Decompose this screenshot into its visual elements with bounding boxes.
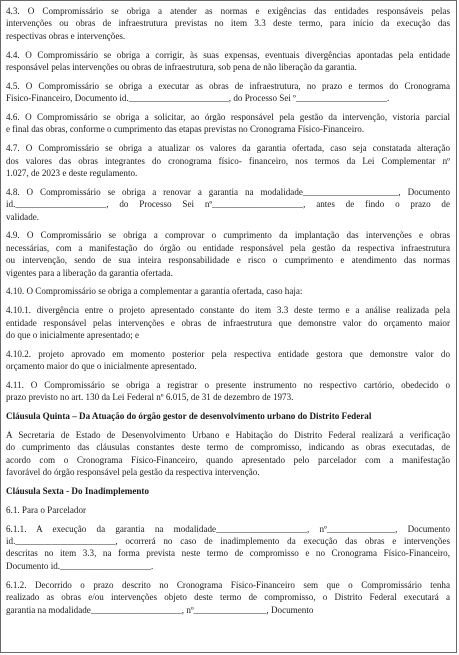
text-line: A Secretaria de Estado de Desenvolvimento Urbano e Habitação do Distrito Federal realizará a verificação bbox=[6, 430, 450, 441]
paragraph bbox=[6, 186, 450, 223]
paragraph bbox=[6, 142, 450, 179]
text-line: id.____________________, do Processo Sei nº____________________, antes de findo o prazo de bbox=[6, 199, 450, 210]
paragraph bbox=[6, 111, 450, 136]
text-line: favorável do órgão responsável pela gestão da respectiva intervenção. bbox=[6, 467, 260, 478]
paragraph bbox=[6, 229, 450, 279]
text-line: 4.10.1. divergência entre o projeto apresentado constante do item 3.3 deste termo e a análise realizada pela bbox=[6, 305, 450, 316]
text-line: e final das obras, conforme o cumprimento das etapas previstas no Cronograma Físico-Financeiro. bbox=[6, 124, 365, 135]
text-line: responsável pelas intervenções ou obras de infraestrutura, sob pena de não liberação da garantia. bbox=[6, 62, 357, 73]
text-line: 6.1.2. Decorrido o prazo descrito no Cronograma Físico-Financeiro sem que o Compromissário tenha bbox=[6, 579, 450, 590]
text-line: Cláusula Quinta – Da Atuação do órgão gestor de desenvolvimento urbano do Distrito Federal bbox=[6, 411, 372, 422]
text-line: 4.10.2. projeto aprovado em momento posterior pela respectiva entidade gestora que demonstre valor do bbox=[6, 348, 450, 359]
text-line: 4.9. O Compromissário se obriga a comprovar o cumprimento da implantação das intervenções e obras bbox=[6, 230, 450, 241]
text-line: 4.5. O Compromissário se obriga a executar as obras de infraestrutura, no prazo e termos do Cronograma bbox=[6, 80, 450, 91]
paragraph bbox=[6, 579, 450, 616]
text-line: dos valores das obras integrantes do cronograma físico- financeiro, nos termos da Lei Complementar nº bbox=[6, 155, 450, 166]
paragraph bbox=[6, 348, 450, 373]
text-line: descritas no item 3.3, na forma prevista neste termo de compromisso e no Cronograma Físico-Financeiro, bbox=[6, 548, 450, 559]
text-line: 1.027, de 2023 e deste regulamento. bbox=[6, 168, 138, 179]
text-line: Cláusula Sexta - Do Inadimplemento bbox=[6, 486, 149, 497]
paragraph bbox=[6, 304, 450, 341]
paragraph bbox=[6, 285, 450, 297]
text-line: ou intervenção, sendo de sua inteira responsabilidade e risco o cumprimento e atendimento das normas bbox=[6, 255, 450, 266]
text-line: 4.8. O Compromissário se obriga a renovar a garantia na modalidade_____________________, Documento bbox=[6, 186, 450, 197]
paragraph bbox=[6, 523, 450, 573]
text-line: Documento id.____________________. bbox=[6, 560, 154, 571]
text-line: garantia na modalidade____________________, nº________________, Documento bbox=[6, 604, 314, 615]
paragraph bbox=[6, 504, 450, 516]
text-line: do que o inicialmente apresentado; e bbox=[6, 330, 140, 341]
text-line: id.______________________, ocorrerá no caso de inadimplemento da execução das obras e intervenções bbox=[6, 536, 450, 547]
text-line: 4.4. O Compromissário se obriga a corrigir, às suas expensas, eventuais divergências apontadas pela entidade bbox=[6, 49, 450, 60]
text-line: acordo com o Cronograma Físico-Financeiro, quando apresentado pelo parcelador com a manifestação bbox=[6, 454, 450, 465]
text-line: Físico-Financeiro, Documento id.______________________, do Processo Sei º____________________. bbox=[6, 93, 390, 104]
text-line: 4.11. O Compromissário se obriga a registrar o presente instrumento no respectivo cartório, obedecido o bbox=[6, 380, 450, 391]
text-line: 4.3. O Compromissário se obriga a atender as normas e exigências das entidades responsáveis pelas bbox=[6, 6, 450, 16]
text-line: vigentes para a liberação da garantia ofertada. bbox=[6, 267, 173, 278]
text-line: realizado as obras e/ou intervenções objeto deste termo de compromisso, o Distrito Federal executará a bbox=[6, 592, 450, 603]
text-line: 6.1.1. A execução da garantia na modalidade____________________, nº_______________, Documento bbox=[6, 523, 450, 534]
text-line: 4.6. O Compromissário se obriga a solicitar, ao órgão responsável pela gestão da intervenção, vistoria parcial bbox=[6, 112, 450, 123]
text-line: 6.1. Para o Parcelador bbox=[6, 504, 87, 515]
text-line: necessárias, com a manifestação do órgão ou entidade responsável pela gestão da respectiva infraestrutura bbox=[6, 242, 450, 253]
text-line: validade. bbox=[6, 211, 40, 222]
clause-heading bbox=[6, 485, 450, 497]
text-line: respectivas obras e intervenções. bbox=[6, 30, 126, 41]
paragraph bbox=[6, 5, 450, 42]
paragraph bbox=[6, 80, 450, 105]
text-line: prazo previsto no art. 130 da Lei Federal nº 6.015, de 31 de dezembro de 1973. bbox=[6, 392, 294, 403]
text-line: intervenções ou obras de infraestrutura previstas no item 3.3 deste termo, para início da execução das bbox=[6, 18, 450, 29]
paragraph bbox=[6, 429, 450, 479]
text-line: do cumprimento das cláusulas constantes deste termo de compromisso, indicando as obras executadas, de bbox=[6, 442, 450, 453]
text-line: orçamento maior do que o inicialmente apresentado. bbox=[6, 361, 197, 372]
text-line: 4.7. O Compromissário se obriga a atualizar os valores da garantia ofertada, caso seja constatada alteração bbox=[6, 143, 450, 154]
clause-heading bbox=[6, 410, 450, 422]
paragraph bbox=[6, 49, 450, 74]
text-line: entidade responsável pelas intervenções e obras de infraestrutura que demonstre valor do orçamento maior bbox=[6, 317, 450, 328]
paragraph bbox=[6, 379, 450, 404]
text-line: 4.10. O Compromissário se obriga a complementar a garantia ofertada, caso haja: bbox=[6, 286, 303, 297]
